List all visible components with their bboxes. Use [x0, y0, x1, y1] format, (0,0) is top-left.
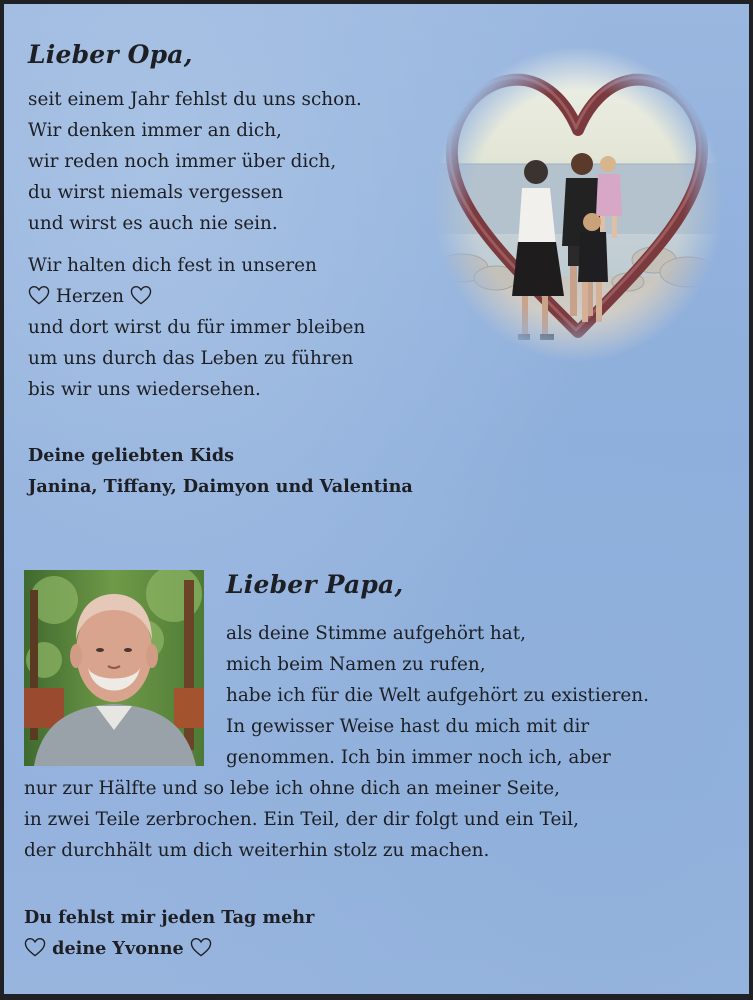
poem-line: genommen. Ich bin immer noch ich, aber: [226, 747, 611, 768]
heart-word: Herzen: [55, 286, 124, 307]
papa-poem-full-width: [24, 773, 579, 866]
portrait-photo: [24, 570, 204, 766]
family-heart-photo: [432, 46, 724, 362]
poem-line: mich beim Namen zu rufen,: [226, 654, 486, 675]
heart-outline-icon: [24, 937, 46, 957]
poem-line: bis wir uns wiedersehen.: [28, 379, 261, 400]
poem-line: du wirst niemals vergessen: [28, 182, 284, 203]
memorial-card: [4, 4, 749, 994]
signature-line: Janina, Tiffany, Daimyon und Valentina: [28, 476, 413, 497]
signature-name: deine Yvonne: [52, 938, 184, 959]
opa-poem-stanza-1: [28, 84, 362, 239]
poem-line: Wir halten dich fest in unseren: [28, 255, 317, 276]
opa-signature: [28, 440, 413, 502]
poem-line: in zwei Teile zerbrochen. Ein Teil, der dir folgt und ein Teil,: [24, 809, 580, 830]
heart-outline-icon: [190, 937, 212, 957]
poem-line: wir reden noch immer über dich,: [28, 151, 337, 172]
poem-line: habe ich für die Welt aufgehört zu existieren.: [226, 685, 649, 706]
signature-line: Deine geliebten Kids: [28, 445, 235, 466]
poem-line: der durchhält um dich weiterhin stolz zu machen.: [24, 840, 490, 861]
heart-outline-icon: [130, 285, 152, 305]
heart-outline-icon: [28, 285, 50, 305]
poem-line: und wirst es auch nie sein.: [28, 213, 278, 234]
signature-line-hearts: [24, 933, 314, 964]
opa-heading: Lieber Opa,: [28, 40, 193, 69]
poem-line: um uns durch das Leben zu führen: [28, 348, 354, 369]
poem-line: als deine Stimme aufgehört hat,: [226, 623, 526, 644]
poem-line-hearts: [28, 281, 365, 312]
poem-line: In gewisser Weise hast du mich mit dir: [226, 716, 590, 737]
poem-line: seit einem Jahr fehlst du uns schon.: [28, 89, 362, 110]
papa-heading: Lieber Papa,: [226, 570, 404, 599]
papa-poem-right: [226, 618, 649, 773]
papa-signature: [24, 902, 314, 964]
poem-line: und dort wirst du für immer bleiben: [28, 317, 366, 338]
opa-poem-stanza-2: [28, 250, 365, 405]
poem-line: Wir denken immer an dich,: [28, 120, 282, 141]
signature-line: Du fehlst mir jeden Tag mehr: [24, 907, 315, 928]
poem-line: nur zur Hälfte und so lebe ich ohne dich an meiner Seite,: [24, 778, 560, 799]
